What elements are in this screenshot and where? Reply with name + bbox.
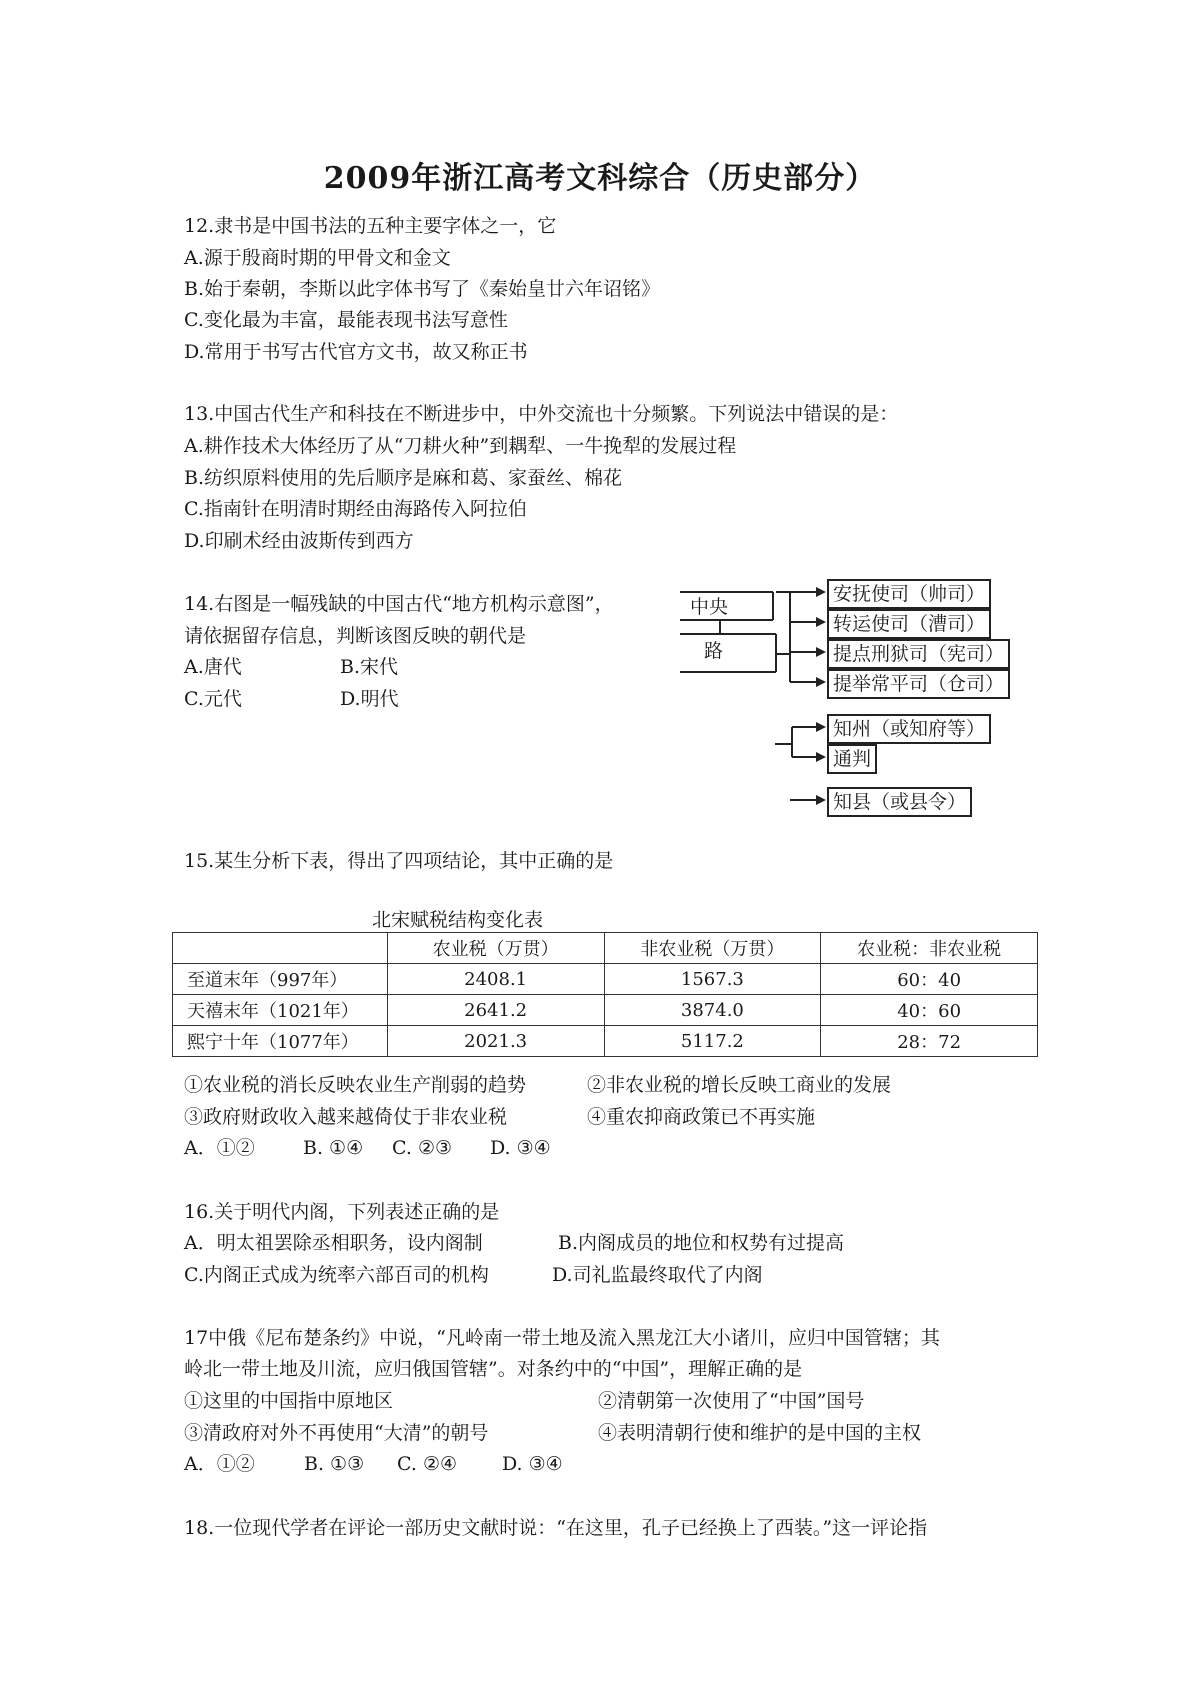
question-14-option-c: C.元代 [184, 688, 242, 710]
question-14-option-a: A.唐代 [184, 656, 242, 678]
question-16-option-b: B.内阁成员的地位和权势有过提高 [558, 1232, 845, 1254]
central-label: 中央 [690, 596, 729, 618]
question-18-stem: 18.一位现代学者在评论一部历史文献时说：“在这里，孔子已经换上了西装。”这一评论指 [184, 1517, 928, 1539]
question-14-stem-line2: 请依据留存信息，判断该图反映的朝代是 [184, 625, 527, 647]
question-15-statement-3: ③政府财政收入越来越倚仗于非农业税 [184, 1106, 508, 1128]
question-16-option-a: A．明太祖罢除丞相职务，设内阁制 [184, 1232, 483, 1254]
question-13-stem: 13.中国古代生产和科技在不断进步中，中外交流也十分频繁。下列说法中错误的是： [184, 403, 899, 425]
table-cell: 2021.3 [387, 1026, 604, 1057]
table-caption: 北宋赋税结构变化表 [372, 909, 544, 931]
table-cell: 60：40 [821, 964, 1038, 995]
question-13-option-b: B.纺织原料使用的先后顺序是麻和葛、家蚕丝、棉花 [184, 467, 623, 489]
table-cell: 熙宁十年（1077年） [173, 1026, 388, 1057]
circuit-office-zhuanyun: 转运使司（漕司） [827, 609, 991, 639]
question-17-choice-c: C. ②④ [397, 1453, 458, 1475]
question-16-option-d: D.司礼监最终取代了内阁 [552, 1264, 763, 1286]
table-header-cell [173, 933, 388, 964]
local-institution-diagram [680, 572, 1040, 832]
table-row [173, 964, 1038, 995]
question-17-statement-1: ①这里的中国指中原地区 [184, 1390, 394, 1412]
question-12-option-d: D.常用于书写古代官方文书，故又称正书 [184, 341, 528, 363]
table-cell: 2408.1 [387, 964, 604, 995]
table-header-cell: 农业税：非农业税 [821, 933, 1038, 964]
question-17-stem-line2: 岭北一带土地及川流，应归俄国管辖”。对条约中的“中国”，理解正确的是 [184, 1358, 803, 1380]
table-cell: 1567.3 [604, 964, 821, 995]
question-15-choice-b: B. ①④ [303, 1137, 364, 1159]
table-cell: 至道末年（997年） [173, 964, 388, 995]
question-14-option-b: B.宋代 [340, 656, 399, 678]
question-16-stem: 16.关于明代内阁，下列表述正确的是 [184, 1201, 500, 1223]
question-17-choice-b: B. ①③ [304, 1453, 365, 1475]
table-row [173, 1026, 1038, 1057]
table-cell: 2641.2 [387, 995, 604, 1026]
question-12-stem: 12.隶书是中国书法的五种主要字体之一，它 [184, 215, 557, 237]
question-15-choice-c: C. ②③ [392, 1137, 453, 1159]
question-14-option-d: D.明代 [340, 688, 399, 710]
question-17-stem-line1: 17中俄《尼布楚条约》中说，“凡岭南一带土地及流入黑龙江大小诸川，应归中国管辖；其 [184, 1327, 940, 1349]
prefecture-office-tongpan: 通判 [827, 744, 877, 774]
lu-label: 路 [704, 640, 724, 662]
question-12-option-a: A.源于殷商时期的甲骨文和金文 [184, 247, 451, 269]
question-13-option-a: A.耕作技术大体经历了从“刀耕火种”到耦犁、一牛挽犁的发展过程 [184, 435, 737, 457]
prefecture-office-zhizhou: 知州（或知府等） [827, 714, 991, 744]
question-15-stem: 15.某生分析下表，得出了四项结论，其中正确的是 [184, 850, 614, 872]
tax-structure-table [172, 932, 1038, 1057]
question-17-statement-2: ②清朝第一次使用了“中国”国号 [598, 1390, 865, 1412]
page-title: 2009年浙江高考文科综合（历史部分） [323, 161, 877, 196]
table-header-cell: 农业税（万贯） [387, 933, 604, 964]
question-12-option-b: B.始于秦朝，李斯以此字体书写了《秦始皇廿六年诏铭》 [184, 278, 661, 300]
table-cell: 40：60 [821, 995, 1038, 1026]
question-15-choice-a: A．①② [184, 1137, 255, 1159]
table-cell: 3874.0 [604, 995, 821, 1026]
table-cell: 5117.2 [604, 1026, 821, 1057]
table-cell: 28：72 [821, 1026, 1038, 1057]
question-12-option-c: C.变化最为丰富，最能表现书法写意性 [184, 309, 508, 331]
question-16-option-c: C.内阁正式成为统率六部百司的机构 [184, 1264, 489, 1286]
question-15-choice-d: D. ③④ [490, 1137, 551, 1159]
table-row [173, 995, 1038, 1026]
circuit-office-anfu: 安抚使司（帅司） [827, 579, 991, 609]
question-13-option-d: D.印刷术经由波斯传到西方 [184, 530, 414, 552]
question-17-statement-4: ④表明清朝行使和维护的是中国的主权 [598, 1422, 922, 1444]
question-14-stem-line1: 14.右图是一幅残缺的中国古代“地方机构示意图”， [184, 593, 614, 615]
table-header-cell: 非农业税（万贯） [604, 933, 821, 964]
table-header-row [173, 933, 1038, 964]
table-cell: 天禧末年（1021年） [173, 995, 388, 1026]
question-13-option-c: C.指南针在明清时期经由海路传入阿拉伯 [184, 498, 527, 520]
circuit-office-tiju: 提举常平司（仓司） [827, 669, 1010, 699]
question-17-choice-a: A．①② [184, 1453, 255, 1475]
question-17-statement-3: ③清政府对外不再使用“大清”的朝号 [184, 1422, 489, 1444]
question-17-choice-d: D. ③④ [502, 1453, 563, 1475]
question-15-statement-2: ②非农业税的增长反映工商业的发展 [587, 1074, 892, 1096]
question-15-statement-1: ①农业税的消长反映农业生产削弱的趋势 [184, 1074, 527, 1096]
question-15-statement-4: ④重农抑商政策已不再实施 [587, 1106, 816, 1128]
circuit-office-tidian: 提点刑狱司（宪司） [827, 639, 1010, 669]
county-office-zhixian: 知县（或县令） [827, 787, 972, 817]
